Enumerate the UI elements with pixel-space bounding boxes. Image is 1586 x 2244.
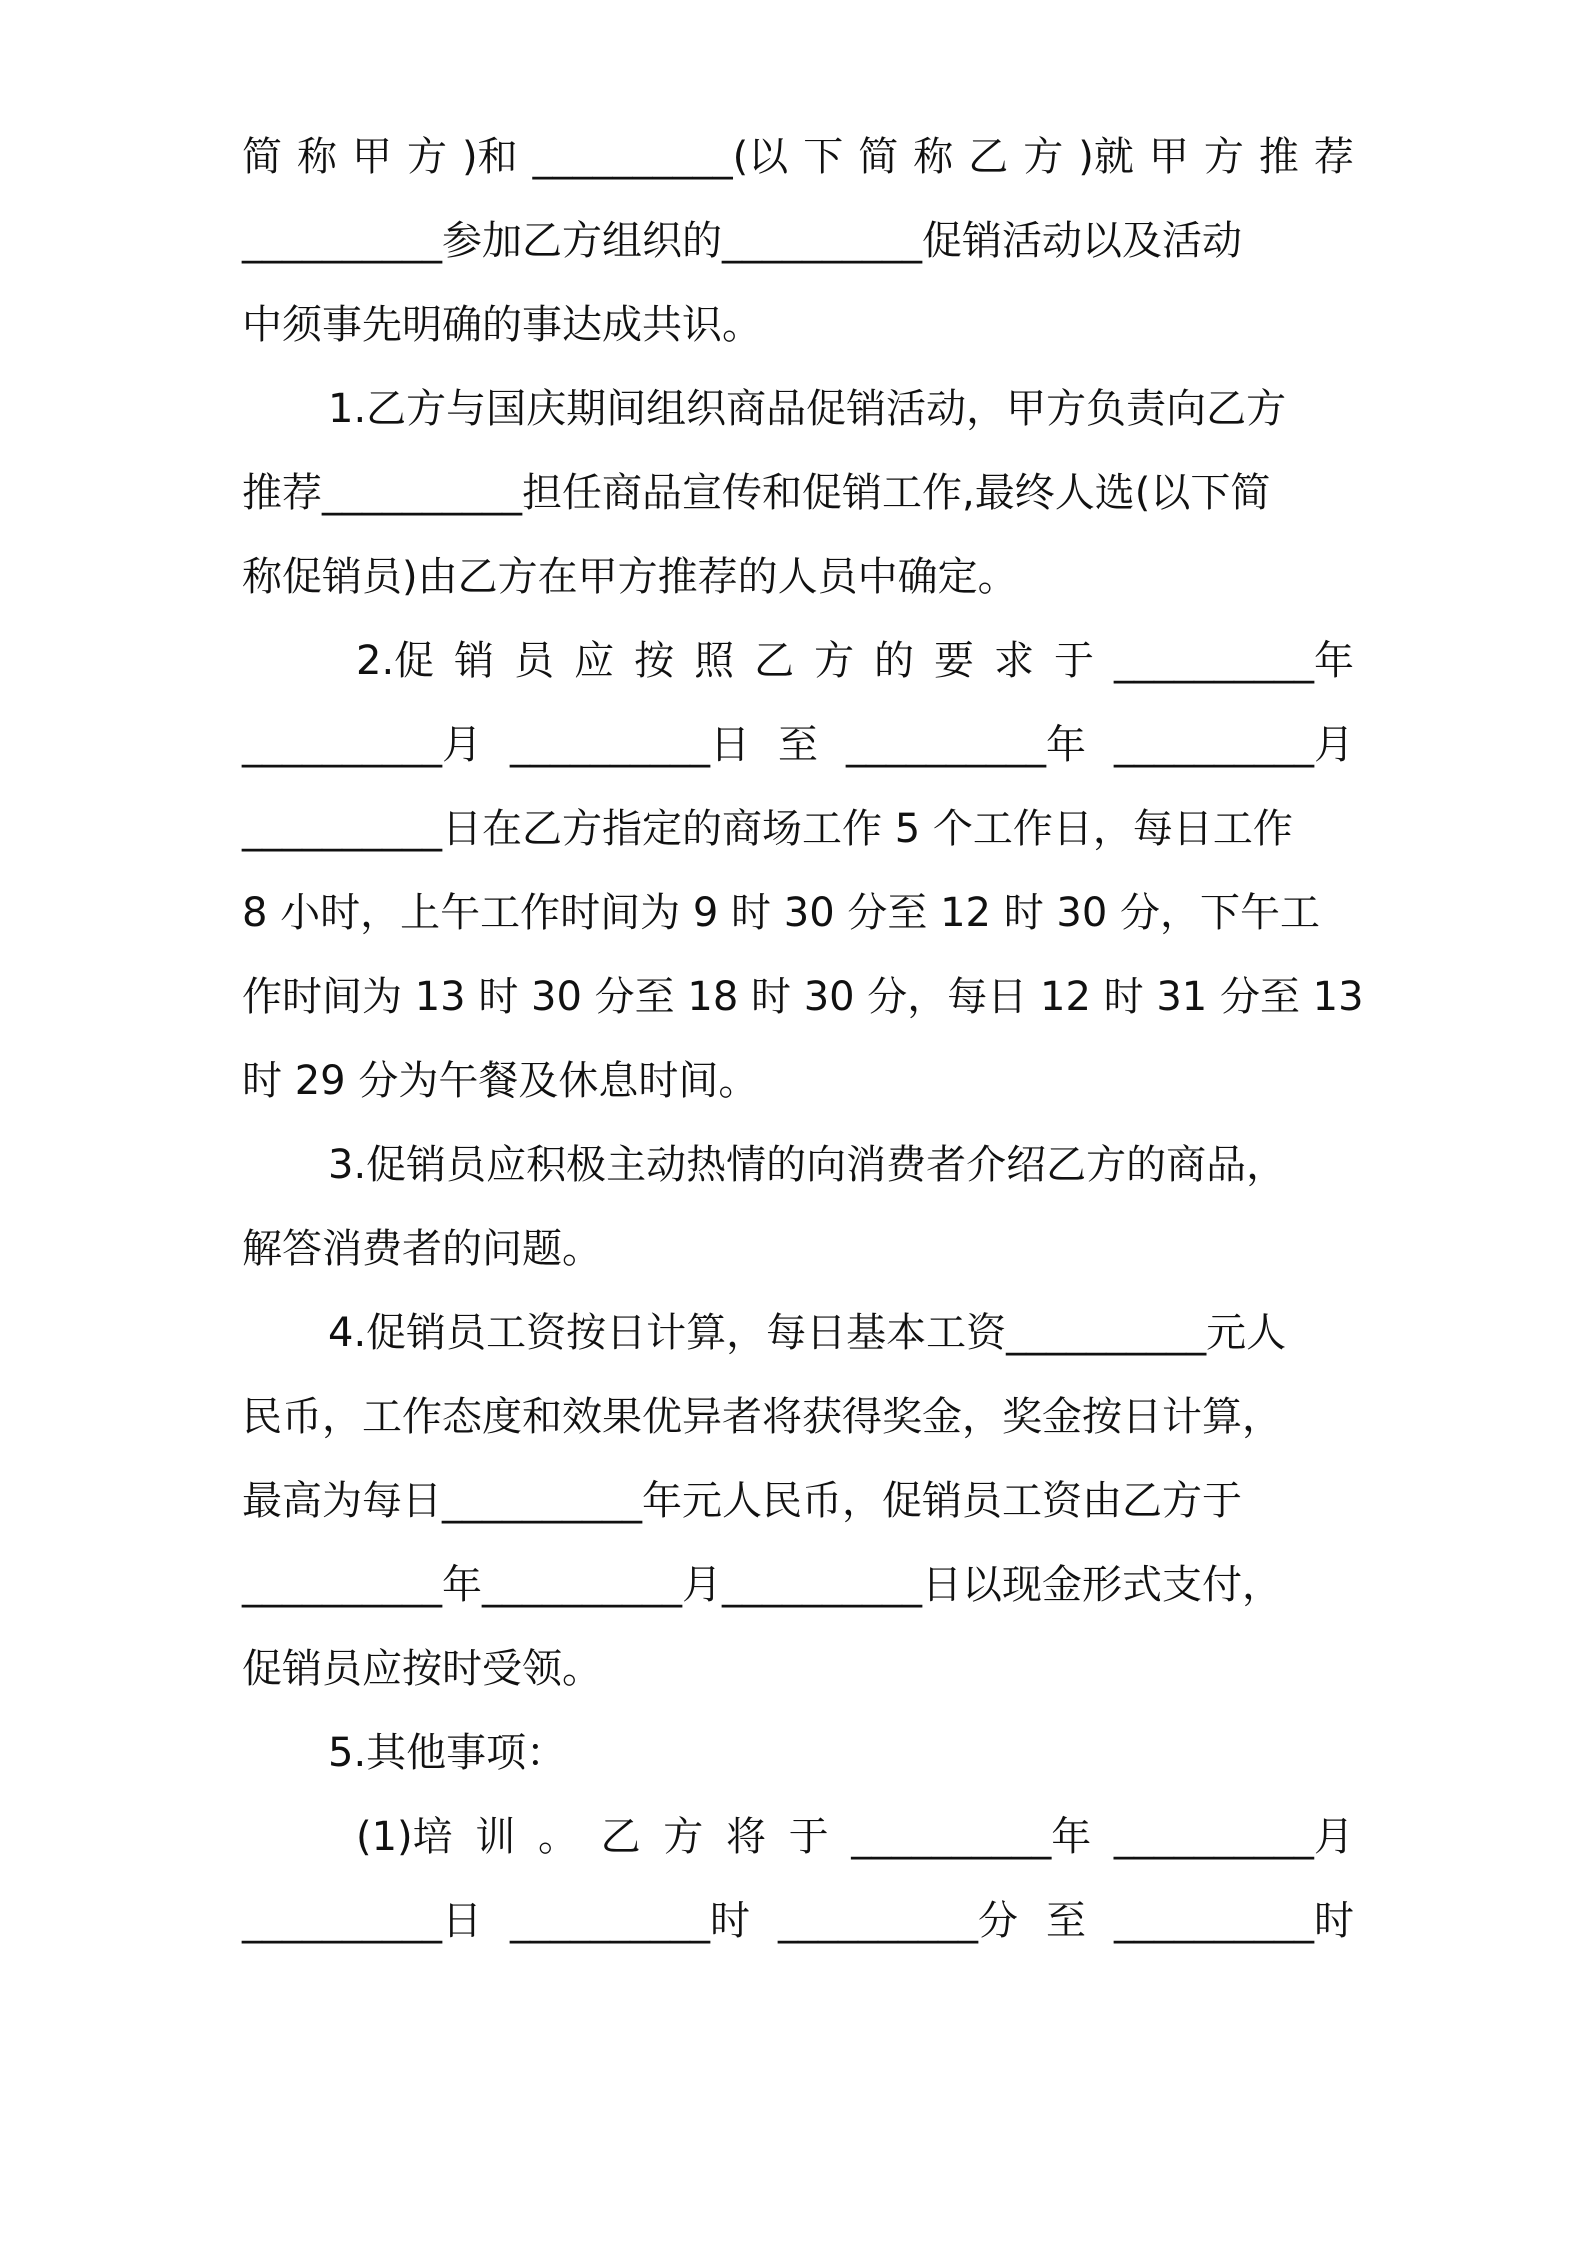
clause-4-line-5 <box>242 1634 1354 1704</box>
line-1-segment: 方 <box>1203 134 1244 180</box>
clause-2-segment: 照 <box>694 638 735 684</box>
line-1-segment: 乙 <box>968 134 1009 180</box>
date-blank-field: __________月 <box>1114 722 1354 768</box>
clause-5-1-segment: 。 <box>537 1814 578 1860</box>
date-blank-field: 至 <box>778 722 818 768</box>
clause-3-text: 3.促销员应积极主动热情的向消费者介绍乙方的商品， <box>328 1142 1287 1188</box>
text-line-2 <box>242 206 1354 276</box>
clause-2-segment: 乙 <box>754 638 795 684</box>
line-1-segment: 甲 <box>352 134 392 180</box>
clause-2-segment: 员 <box>514 638 555 684</box>
clause-1-line-3 <box>242 542 1354 612</box>
clause-5-1-segment: __________年 <box>851 1814 1092 1860</box>
line-1-segment: 荐 <box>1313 134 1354 180</box>
date-blank-field: __________月 <box>242 722 482 768</box>
clause-1-line-1 <box>328 374 1354 444</box>
clause-5-1-segment: 方 <box>663 1814 704 1860</box>
line-1-segment: 甲 <box>1148 134 1189 180</box>
clause-4-text: 促销员应按时受领。 <box>242 1646 602 1692</box>
clause-2-segment: 应 <box>574 638 615 684</box>
clause-1-text: 1.乙方与国庆期间组织商品促销活动，甲方负责向乙方 <box>328 386 1287 432</box>
time-blank-field: 至 <box>1046 1898 1086 1944</box>
line-1-segment: 下 <box>803 134 844 180</box>
clause-4-text: 民币，工作态度和效果优异者将获得奖金，奖金按日计算， <box>242 1394 1282 1440</box>
clause-2-segment: __________年 <box>1113 638 1354 684</box>
clause-2-line-5 <box>242 962 1364 1032</box>
line-1-segment: 简 <box>242 134 282 180</box>
text-line-3 <box>242 290 1354 360</box>
line-1-segment: 方 <box>1023 134 1064 180</box>
line-1-segment: )就 <box>1078 134 1134 180</box>
line-1-segment: )和 <box>462 134 518 180</box>
clause-5-1-segment: 乙 <box>600 1814 641 1860</box>
clause-5-1-line-2 <box>242 1886 1354 1956</box>
clause-5-1-segment: 训 <box>475 1814 516 1860</box>
line-1-segment: 称 <box>913 134 954 180</box>
clause-4-text: __________年__________月__________日以现金形式支付， <box>242 1562 1282 1608</box>
clause-5-1-segment: 于 <box>788 1814 829 1860</box>
text-line-1 <box>242 122 1354 192</box>
clause-2-segment: 2.促 <box>356 638 435 684</box>
line-1-segment: 简 <box>858 134 899 180</box>
clause-4-text: 最高为每日__________年元人民币，促销员工资由乙方于 <box>242 1478 1242 1524</box>
clause-2-segment: 销 <box>454 638 495 684</box>
clause-3-line-2 <box>242 1214 1354 1284</box>
clause-2-line-2 <box>242 710 1354 780</box>
line-2-text: __________参加乙方组织的__________促销活动以及活动 <box>242 218 1242 264</box>
line-3-text: 中须事先明确的事达成共识。 <box>242 302 762 348</box>
clause-2-segment: 按 <box>634 638 675 684</box>
clause-4-line-4 <box>242 1550 1354 1620</box>
clause-1-text: 推荐__________担任商品宣传和促销工作,最终人选(以下简 <box>242 470 1271 516</box>
clause-2-line-1 <box>356 626 1354 696</box>
clause-5-title: 5.其他事项： <box>328 1730 567 1776</box>
clause-2-segment: 求 <box>994 638 1035 684</box>
clause-2-segment: 方 <box>814 638 855 684</box>
clause-5-1-segment: __________月 <box>1113 1814 1354 1860</box>
clause-4-line-3 <box>242 1466 1354 1536</box>
clause-2-text: __________日在乙方指定的商场工作 5 个工作日，每日工作 <box>242 806 1293 852</box>
clause-3-text: 解答消费者的问题。 <box>242 1226 602 1272</box>
line-1-segment: 称 <box>297 134 337 180</box>
clause-5-1-segment: (1)培 <box>356 1814 453 1860</box>
clause-2-line-4 <box>242 878 1354 948</box>
clause-2-segment: 要 <box>934 638 975 684</box>
clause-4-text: 4.促销员工资按日计算，每日基本工资__________元人 <box>328 1310 1287 1356</box>
clause-5-heading <box>328 1718 1354 1788</box>
clause-2-segment: 的 <box>874 638 915 684</box>
date-blank-field: __________日 <box>510 722 750 768</box>
clause-2-text: 8 小时，上午工作时间为 9 时 30 分至 12 时 30 分，下午工 <box>242 890 1321 936</box>
time-blank-field: __________日 <box>242 1898 482 1944</box>
time-blank-field: __________时 <box>1114 1898 1354 1944</box>
clause-2-text: 时 29 分为午餐及休息时间。 <box>242 1058 759 1104</box>
line-1-segment: __________(以 <box>532 134 789 180</box>
time-blank-field: __________分 <box>778 1898 1018 1944</box>
line-1-segment: 推 <box>1258 134 1299 180</box>
clause-2-text: 作时间为 13 时 30 分至 18 时 30 分，每日 12 时 31 分至 13 <box>242 974 1364 1020</box>
clause-2-line-6 <box>242 1046 1354 1116</box>
clause-1-line-2 <box>242 458 1354 528</box>
clause-1-text: 称促销员)由乙方在甲方推荐的人员中确定。 <box>242 554 1018 600</box>
clause-3-line-1 <box>328 1130 1354 1200</box>
clause-4-line-2 <box>242 1382 1354 1452</box>
clause-5-1-segment: 将 <box>725 1814 766 1860</box>
clause-2-line-3 <box>242 794 1354 864</box>
clause-4-line-1 <box>328 1298 1354 1368</box>
line-1-segment: 方 <box>407 134 447 180</box>
time-blank-field: __________时 <box>510 1898 750 1944</box>
clause-5-1-line-1 <box>356 1802 1354 1872</box>
clause-2-segment: 于 <box>1054 638 1094 684</box>
date-blank-field: __________年 <box>846 722 1086 768</box>
